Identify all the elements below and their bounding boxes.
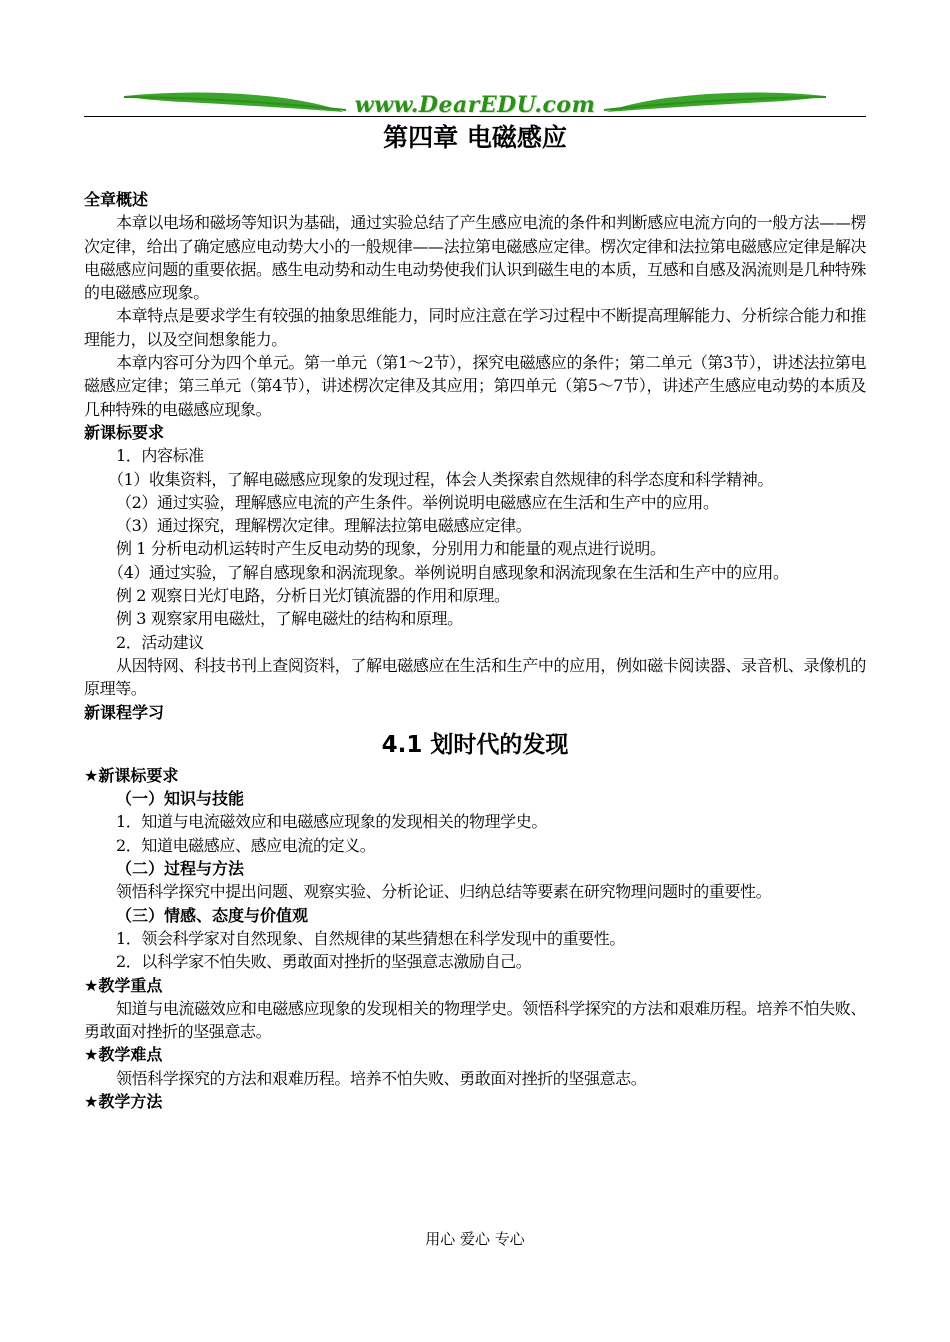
standards-item: 例 2 观察日光灯电路，分析日光灯镇流器的作用和原理。 [116, 586, 510, 606]
emotion-item: 2．以科学家不怕失败、勇敢面对挫折的坚强意志激励自己。 [116, 952, 532, 972]
knowledge-heading: （一）知识与技能 [116, 789, 245, 809]
standards-item: 从因特网、科技书刊上查阅资料，了解电磁感应在生活和生产中的应用，例如磁卡阅读器、录音机、录像机的原理等。 [84, 655, 866, 699]
standards-item: 例 1 分析电动机运转时产生反电动势的现象，分别用力和能量的观点进行说明。 [116, 539, 666, 559]
standards-heading: 新课标要求 [84, 422, 165, 442]
overview-paragraph: 本章内容可分为四个单元。第一单元（第1～2节），探究电磁感应的条件；第二单元（第3节），讲述法拉第电磁感应定律；第三单元（第4节），讲述楞次定律及其应用；第四单元（第5～7节），讲述产生感应电动势的本质及几种特殊的电磁感应现象。 [84, 353, 866, 419]
overview-paragraph: 本章特点是要求学生有较强的抽象思维能力，同时应注意在学习过程中不断提高理解能力、分析综合能力和推理能力，以及空间想象能力。 [84, 306, 866, 349]
standards-item: （4）通过实验，了解自感现象和涡流现象。举例说明自感现象和涡流现象在生活和生产中的应用。 [108, 562, 789, 582]
document-body [84, 118, 866, 1113]
difficulty-heading: ★教学难点 [84, 1045, 163, 1065]
emotion-item: 1．领会科学家对自然现象、自然规律的某些猜想在科学发现中的重要性。 [116, 928, 625, 948]
overview-paragraph: 本章以电场和磁场等知识为基础，通过实验总结了产生感应电流的条件和判断感应电流方向的一般方法——楞次定律，给出了确定感应电动势大小的一般规律——法拉第电磁感应定律。楞次定律和法拉第电磁感应定律是解决电磁感应问题的重要依据。感生电动势和动生电动势使我们认识到磁生电的本质，互感和自感及涡流则是几种特殊的电磁感应现象。 [84, 213, 866, 303]
standards-item: （2）通过实验，理解感应电流的产生条件。举例说明电磁感应在生活和生产中的应用。 [116, 492, 719, 512]
process-text: 领悟科学探究中提出问题、观察实验、分析论证、归纳总结等要素在研究物理问题时的重要性。 [116, 882, 772, 902]
standards-item: （3）通过探究，理解楞次定律。理解法拉第电磁感应定律。 [116, 516, 532, 536]
standards-item: 2．活动建议 [116, 632, 204, 652]
header-rule [84, 116, 866, 117]
overview-heading: 全章概述 [84, 190, 149, 209]
knowledge-item: 2．知道电磁感应、感应电流的定义。 [116, 835, 376, 855]
standards-item: 1．内容标准 [116, 446, 204, 466]
section-requirements-heading: ★新课标要求 [84, 765, 179, 785]
method-heading: ★教学方法 [84, 1091, 163, 1111]
standards-item: （1）收集资料，了解电磁感应现象的发现过程，体会人类探索自然规律的科学态度和科学精神。 [108, 469, 773, 489]
emotion-heading: （三）情感、态度与价值观 [116, 905, 309, 925]
site-url: www.DearEDU.com [354, 92, 596, 118]
process-heading: （二）过程与方法 [116, 859, 245, 879]
difficulty-text: 领悟科学探究的方法和艰难历程。培养不怕失败、勇敢面对挫折的坚强意志。 [116, 1068, 647, 1088]
knowledge-item: 1．知道与电流磁效应和电磁感应现象的发现相关的物理学史。 [116, 812, 547, 832]
study-heading: 新课程学习 [84, 702, 165, 722]
key-points-text: 知道与电流磁效应和电磁感应现象的发现相关的物理学史。领悟科学探究的方法和艰难历程。培养不怕失败、勇敢面对挫折的坚强意志。 [84, 998, 866, 1042]
site-banner [84, 86, 866, 120]
standards-item: 例 3 观察家用电磁灶，了解电磁灶的结构和原理。 [116, 609, 463, 629]
page-footer: 用心 爱心 专心 [425, 1230, 525, 1248]
chapter-title: 第四章 电磁感应 [383, 123, 567, 152]
section-title: 4.1 划时代的发现 [381, 731, 569, 758]
key-points-heading: ★教学重点 [84, 975, 163, 995]
